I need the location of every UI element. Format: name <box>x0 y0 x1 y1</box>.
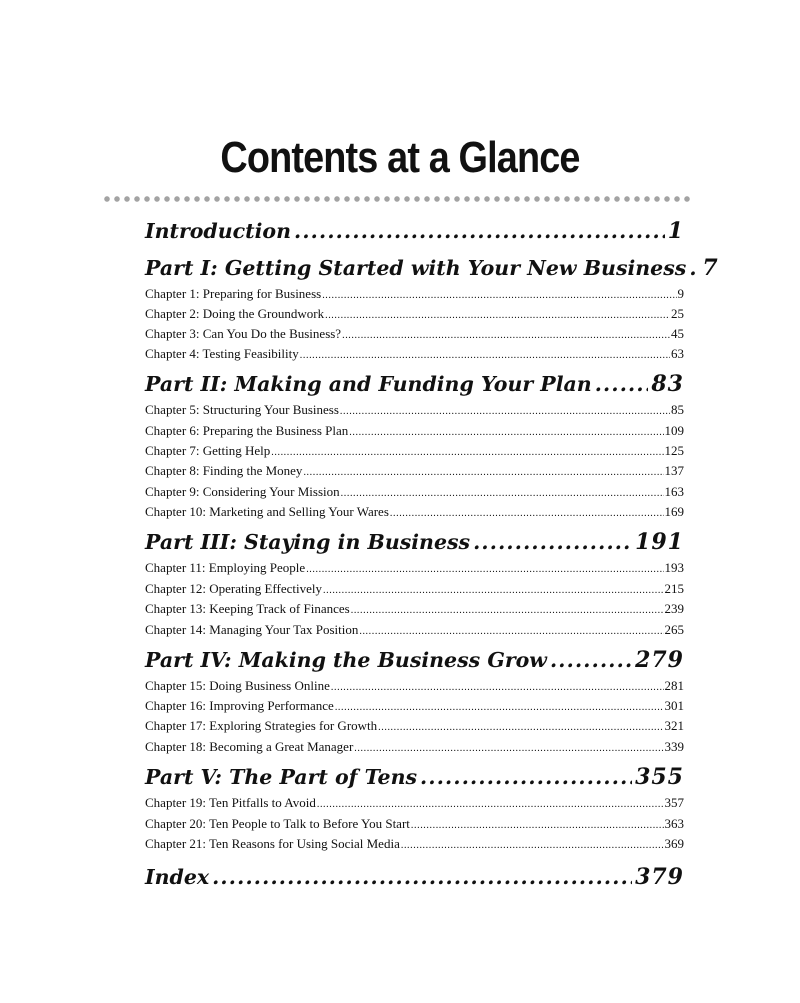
toc-part-entry <box>145 861 684 893</box>
entry-title: Chapter 12: Operating Effectively <box>145 581 323 596</box>
entry-title: Chapter 9: Considering Your Mission <box>145 484 340 499</box>
page-number: 321 <box>664 718 684 733</box>
dot-leader <box>378 718 663 738</box>
page-number: 339 <box>664 739 684 754</box>
dot-leader <box>420 761 632 793</box>
dot-leader <box>294 215 665 247</box>
entry-title: Part III: Staying in Business <box>145 530 471 554</box>
dot-leader <box>335 698 664 718</box>
page-number: 25 <box>671 306 684 321</box>
page-number: 9 <box>677 286 684 301</box>
toc-chapter-entry <box>145 421 684 441</box>
page-number: 265 <box>664 622 684 637</box>
entry-title: Chapter 17: Exploring Strategies for Growth <box>145 718 378 733</box>
entry-title: Chapter 14: Managing Your Tax Position <box>145 622 359 637</box>
page-title: Contents at a Glance <box>220 133 580 182</box>
dot-leader <box>689 252 699 284</box>
dot-leader <box>271 443 663 463</box>
page-number: 301 <box>664 698 684 713</box>
page-number: 163 <box>664 484 684 499</box>
toc-chapter-entry <box>145 558 684 578</box>
entry-title: Chapter 8: Finding the Money <box>145 463 303 478</box>
dot-leader <box>322 286 676 306</box>
entry-title: Chapter 2: Doing the Groundwork <box>145 306 325 321</box>
entry-title: Chapter 7: Getting Help <box>145 443 271 458</box>
dot-leader <box>300 346 670 366</box>
toc-chapter-entry <box>145 579 684 599</box>
dot-leader <box>354 739 663 759</box>
dot-leader <box>349 423 663 443</box>
dot-leader <box>325 306 670 326</box>
toc-part-entry <box>145 252 719 284</box>
entry-title: Chapter 21: Ten Reasons for Using Social Media <box>145 836 400 851</box>
dot-leader <box>401 836 664 856</box>
dot-leader <box>351 601 664 621</box>
entry-title: Chapter 19: Ten Pitfalls to Avoid <box>145 795 316 810</box>
toc-chapter-entry <box>145 676 684 696</box>
entry-title: Part V: The Part of Tens <box>145 765 418 789</box>
dot-leader <box>342 326 670 346</box>
page-number: 239 <box>664 601 684 616</box>
page-number: 85 <box>671 402 684 417</box>
toc-chapter-entry <box>145 284 684 304</box>
toc-chapter-entry <box>145 716 684 736</box>
page-number: 357 <box>664 795 684 810</box>
dot-leader <box>359 622 663 642</box>
entry-title: Index <box>145 865 210 889</box>
toc-chapter-entry <box>145 814 684 834</box>
toc-part-entry <box>145 526 684 558</box>
toc-chapter-entry <box>145 441 684 461</box>
page-number: 137 <box>664 463 684 478</box>
entry-title: Chapter 13: Keeping Track of Finances <box>145 601 350 616</box>
toc-part-entry <box>145 368 684 400</box>
entry-title: Chapter 5: Structuring Your Business <box>145 402 339 417</box>
dot-leader <box>323 581 663 601</box>
page-number: 363 <box>664 816 684 831</box>
page-number: 193 <box>664 560 684 575</box>
toc-part-entry <box>145 761 684 793</box>
dot-leader <box>595 368 649 400</box>
dot-leader <box>341 484 664 504</box>
entry-title: Chapter 18: Becoming a Great Manager <box>145 739 354 754</box>
entry-title: Chapter 1: Preparing for Business <box>145 286 322 301</box>
entry-title: Chapter 10: Marketing and Selling Your Wares <box>145 504 389 519</box>
toc-chapter-entry <box>145 737 684 757</box>
page-number: 379 <box>635 864 684 890</box>
entry-title: Introduction <box>145 219 291 243</box>
page-number: 83 <box>651 371 684 397</box>
dot-leader <box>340 402 670 422</box>
toc-chapter-entry <box>145 461 684 481</box>
dot-leader <box>306 560 663 580</box>
page-number: 45 <box>671 326 684 341</box>
toc-chapter-entry <box>145 304 684 324</box>
entry-title: Chapter 11: Employing People <box>145 560 306 575</box>
entry-title: Chapter 16: Improving Performance <box>145 698 334 713</box>
toc-chapter-entry <box>145 620 684 640</box>
entry-title: Part II: Making and Funding Your Plan <box>145 372 592 396</box>
dot-leader <box>331 678 664 698</box>
entry-title: Chapter 20: Ten People to Talk to Before You Start <box>145 816 410 831</box>
toc-part-entry <box>145 215 684 247</box>
toc-chapter-entry <box>145 696 684 716</box>
toc-chapter-entry <box>145 400 684 420</box>
page-number: 7 <box>702 255 719 281</box>
toc-chapter-entry <box>145 834 684 854</box>
toc-chapter-entry <box>145 482 684 502</box>
toc-chapter-entry <box>145 793 684 813</box>
page-number: 369 <box>664 836 684 851</box>
toc-part-entry <box>145 644 684 676</box>
dot-leader <box>212 861 632 893</box>
toc-chapter-entry <box>145 344 684 364</box>
page-number: 191 <box>635 529 684 555</box>
entry-title: Part I: Getting Started with Your New Business <box>145 256 687 280</box>
toc-chapter-entry <box>145 324 684 344</box>
page-number: 281 <box>664 678 684 693</box>
dot-leader <box>550 644 632 676</box>
page-number: 125 <box>664 443 684 458</box>
toc-chapter-entry <box>145 502 684 522</box>
page-number: 169 <box>664 504 684 519</box>
dot-leader <box>317 795 664 815</box>
page-number: 355 <box>635 764 684 790</box>
entry-title: Chapter 4: Testing Feasibility <box>145 346 299 361</box>
dot-leader <box>303 463 663 483</box>
page-number: 279 <box>635 647 684 673</box>
dot-leader <box>390 504 664 524</box>
page-number: 63 <box>671 346 684 361</box>
dot-leader <box>411 816 664 836</box>
page-number: 215 <box>664 581 684 596</box>
entry-title: Chapter 15: Doing Business Online <box>145 678 330 693</box>
entry-title: Chapter 3: Can You Do the Business? <box>145 326 342 341</box>
dot-leader <box>473 526 632 558</box>
entry-title: Part IV: Making the Business Grow <box>145 648 547 672</box>
page-number: 109 <box>664 423 684 438</box>
entry-title: Chapter 6: Preparing the Business Plan <box>145 423 349 438</box>
toc-chapter-entry <box>145 599 684 619</box>
table-of-contents <box>145 0 719 1003</box>
page-number: 1 <box>667 218 684 244</box>
